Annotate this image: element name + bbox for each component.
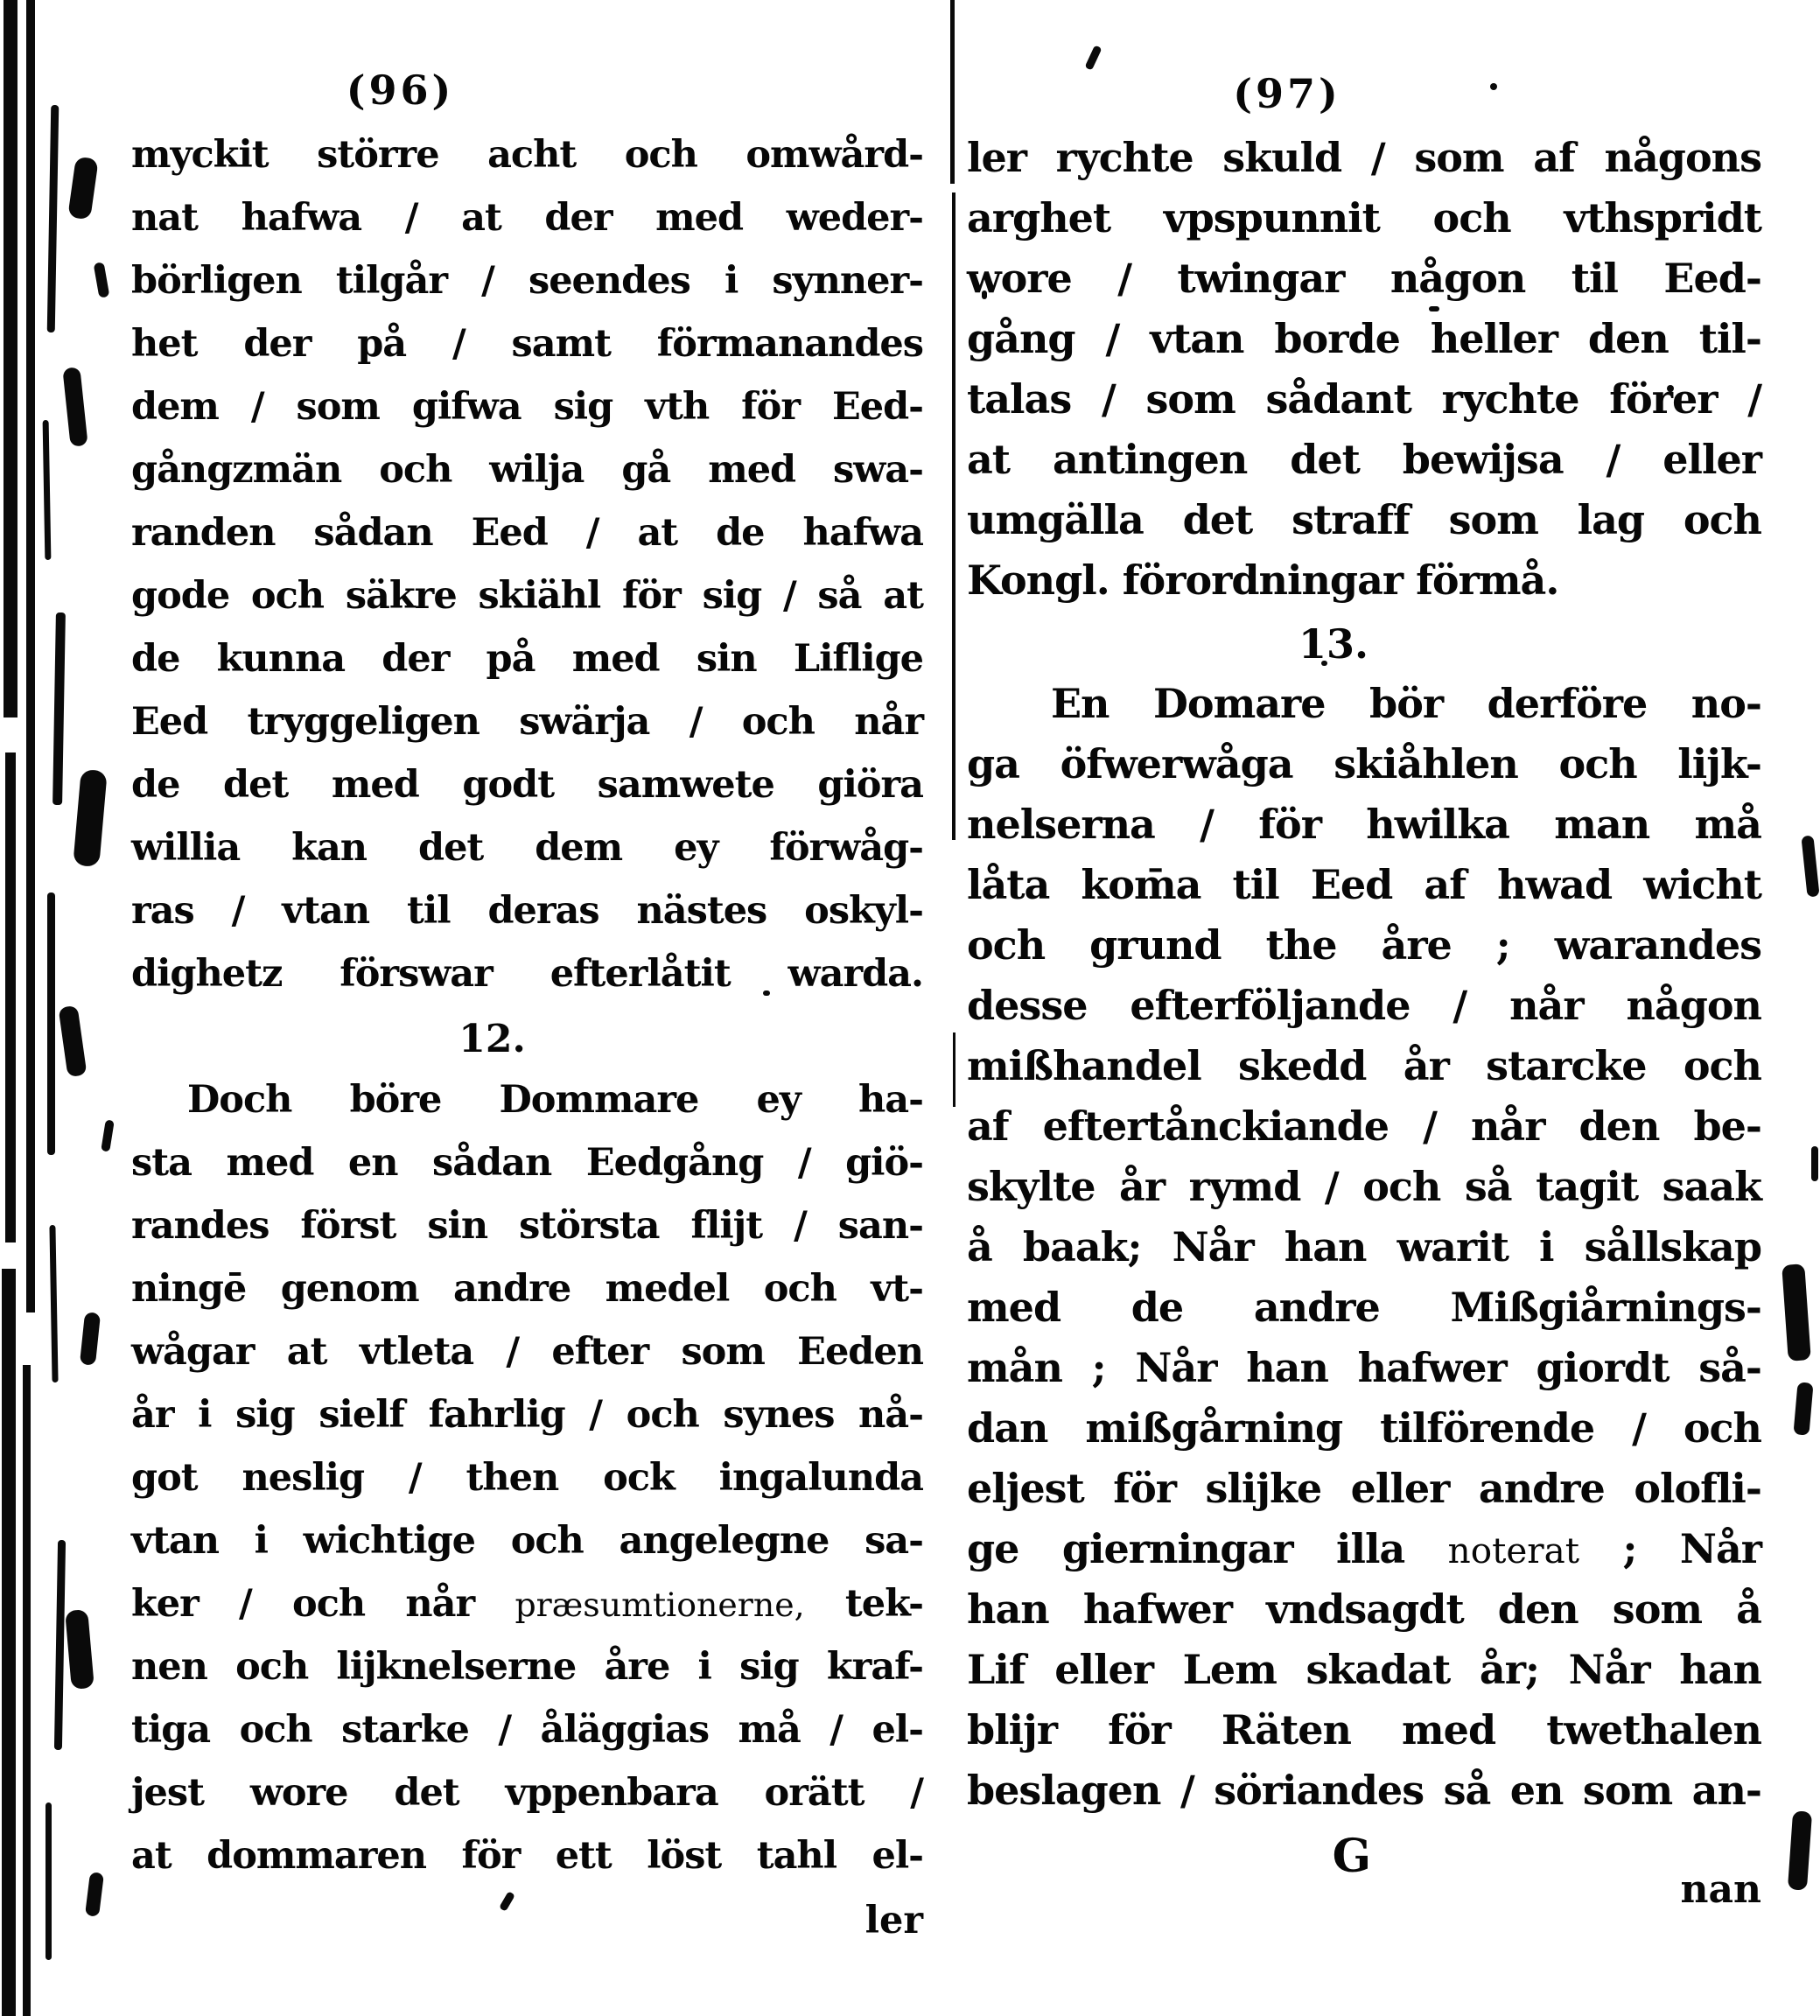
scan-mark <box>85 1872 104 1917</box>
text-line: de det med godt samwete giöra <box>131 763 923 807</box>
scan-mark <box>47 892 55 1155</box>
text-line: dighetz förswar efterlåtit warda. <box>131 952 923 996</box>
scan-mark <box>1801 835 1819 897</box>
text-line: år i sig sielf fahrlig / och synes nå- <box>131 1393 923 1437</box>
text-line: myckit större acht och omwård- <box>131 133 923 177</box>
text-line: nen och lijknelserne åre i sig kraf- <box>131 1645 923 1689</box>
text-line: dan mißgårning tilförende / och <box>967 1404 1761 1452</box>
signature-row <box>967 1823 1761 1954</box>
text-line: dem / som gifwa sig vth för Eed- <box>131 385 923 429</box>
gathering-signature: G <box>1332 1830 1372 1883</box>
scan-mark <box>101 1119 115 1152</box>
scan-mark <box>1811 1146 1818 1181</box>
text-line: randes först sin största flijt / san- <box>131 1204 923 1248</box>
page-number-left: (96) <box>346 66 455 114</box>
scan-mark <box>26 0 35 1312</box>
scan-mark <box>46 1802 52 1960</box>
scan-mark <box>62 367 88 447</box>
text-line: randen sådan Eed / at de hafwa <box>131 511 923 555</box>
text-line: willia kan det dem ey förwåg- <box>131 826 923 870</box>
text-line: ler rychte skuld / som af någons <box>967 134 1761 181</box>
text-line: desse efterföljande / når någon <box>967 982 1761 1029</box>
scan-mark <box>1793 1382 1813 1435</box>
text-line: wågar at vtleta / efter som Eeden <box>131 1330 923 1374</box>
text-line: han hafwer vndsagdt den som å <box>967 1586 1761 1633</box>
text-line: umgälla det straff som lag och <box>967 496 1761 543</box>
text-line: vtan i wichtige och angelegne sa- <box>131 1519 923 1563</box>
text-line: och grund the åre ; warandes <box>967 921 1761 969</box>
text-line: at antingen det bewijsa / eller <box>967 436 1761 483</box>
text-line: gång / vtan borde heller den til- <box>967 315 1761 362</box>
text-line: Doch böre Dommare ey ha- <box>187 1078 923 1122</box>
scan-mark <box>953 1032 956 1107</box>
text-line: nelserna / för hwilka man må <box>967 801 1761 848</box>
text-line: at dommaren för ett löst tahl el- <box>131 1834 923 1878</box>
text-line: de kunna der på med sin Liflige <box>131 637 923 681</box>
text-line: beslagen / söriandes så en som an- <box>967 1767 1761 1814</box>
text-line: sta med en sådan Eedgång / giö- <box>131 1141 923 1185</box>
text-line: mån ; Når han hafwer giordt så- <box>967 1344 1761 1391</box>
text-line: blijr för Räten med twethalen <box>967 1706 1761 1754</box>
scan-mark <box>65 1609 94 1690</box>
scan-mark <box>23 1365 31 2016</box>
text-line: arghet vpspunnit och vthspridt <box>967 194 1761 242</box>
text-line: Kongl. förordningar förmå. <box>967 556 1559 604</box>
scan-mark <box>1788 1810 1812 1890</box>
scan-mark <box>59 1005 88 1077</box>
text-line: ras / vtan til deras nästes oskyl- <box>131 889 923 933</box>
text-line: Lif eller Lem skadat år; Når han <box>967 1646 1761 1693</box>
text-line: låta kom̄a til Eed af hwad wicht <box>967 861 1761 908</box>
catchword-right: nan <box>1680 1867 1761 1912</box>
page-number-right: (97) <box>1233 70 1341 117</box>
text-line: Eed tryggeligen swärja / och når <box>131 700 923 744</box>
text-line: eljest för slijke eller andre olofli- <box>967 1465 1761 1512</box>
scan-mark <box>1782 1264 1811 1362</box>
section-heading-12: 12. <box>458 1017 526 1061</box>
text-line: gångzmän och wilja gå med swa- <box>131 448 923 492</box>
scan-mark <box>47 105 60 332</box>
text-line: nat hafwa / at der med weder- <box>131 196 923 240</box>
scan-mark <box>73 769 107 867</box>
text-line: gode och säkre skiähl för sig / så at <box>131 574 923 618</box>
text-line: af eftertånckiande / når den be- <box>967 1102 1761 1150</box>
catchword-left: ler <box>864 1899 923 1942</box>
scan-mark <box>43 420 52 560</box>
paragraph-continuation-left <box>131 126 923 1008</box>
text-line: mißhandel skedd år starcke och <box>967 1042 1761 1089</box>
scan-mark <box>49 1225 58 1382</box>
scan-mark <box>5 752 16 1242</box>
page-96 <box>131 54 923 1960</box>
text-line: wore / twingar någon til Eed- <box>967 255 1761 302</box>
scan-mark <box>94 262 110 298</box>
text-line: tiga och starke / åläggias må / el- <box>131 1708 923 1752</box>
scan-mark <box>952 192 956 840</box>
text-line: got neslig / then ock ingalunda <box>131 1456 923 1500</box>
catchword-row-left <box>131 1890 923 1960</box>
scan-mark <box>54 1540 66 1750</box>
roman-type-word: præsumtionerne, <box>514 1586 805 1624</box>
text-line: med de andre Mißgiårnings- <box>967 1284 1761 1331</box>
page-97 <box>967 58 1761 1954</box>
text-line: skylte år rymd / och så tagit saak <box>967 1163 1761 1210</box>
scan-mark <box>80 1312 101 1366</box>
section-13-paragraph <box>967 676 1761 1823</box>
paragraph-continuation-right <box>967 130 1761 612</box>
text-line: å baak; Når han warit i sållskap <box>967 1223 1761 1270</box>
text-line: ge gierningar illa noterat ; Når <box>967 1525 1761 1572</box>
scan-mark <box>2 1269 16 2016</box>
text-line: het der på / samt förmanandes <box>131 322 923 366</box>
text-line: ningē genom andre medel och vt- <box>131 1267 923 1311</box>
scan-mark <box>52 612 66 805</box>
text-line: jest wore det vppenbara orätt / <box>131 1771 923 1815</box>
text-line: börligen tilgår / seendes i synner- <box>131 259 923 303</box>
section-12-paragraph <box>131 1071 923 1890</box>
section-heading-13: 13. <box>1298 620 1369 668</box>
text-line: En Domare bör derföre no- <box>1051 680 1761 727</box>
text-line: talas / som sådant rychte förer / <box>967 375 1761 423</box>
text-line: ga öfwerwåga skiåhlen och lijk- <box>967 740 1761 788</box>
text-line: ker / och når præsumtionerne, tek- <box>131 1582 923 1626</box>
roman-type-word: noterat <box>1447 1530 1580 1572</box>
scan-mark <box>67 157 98 220</box>
